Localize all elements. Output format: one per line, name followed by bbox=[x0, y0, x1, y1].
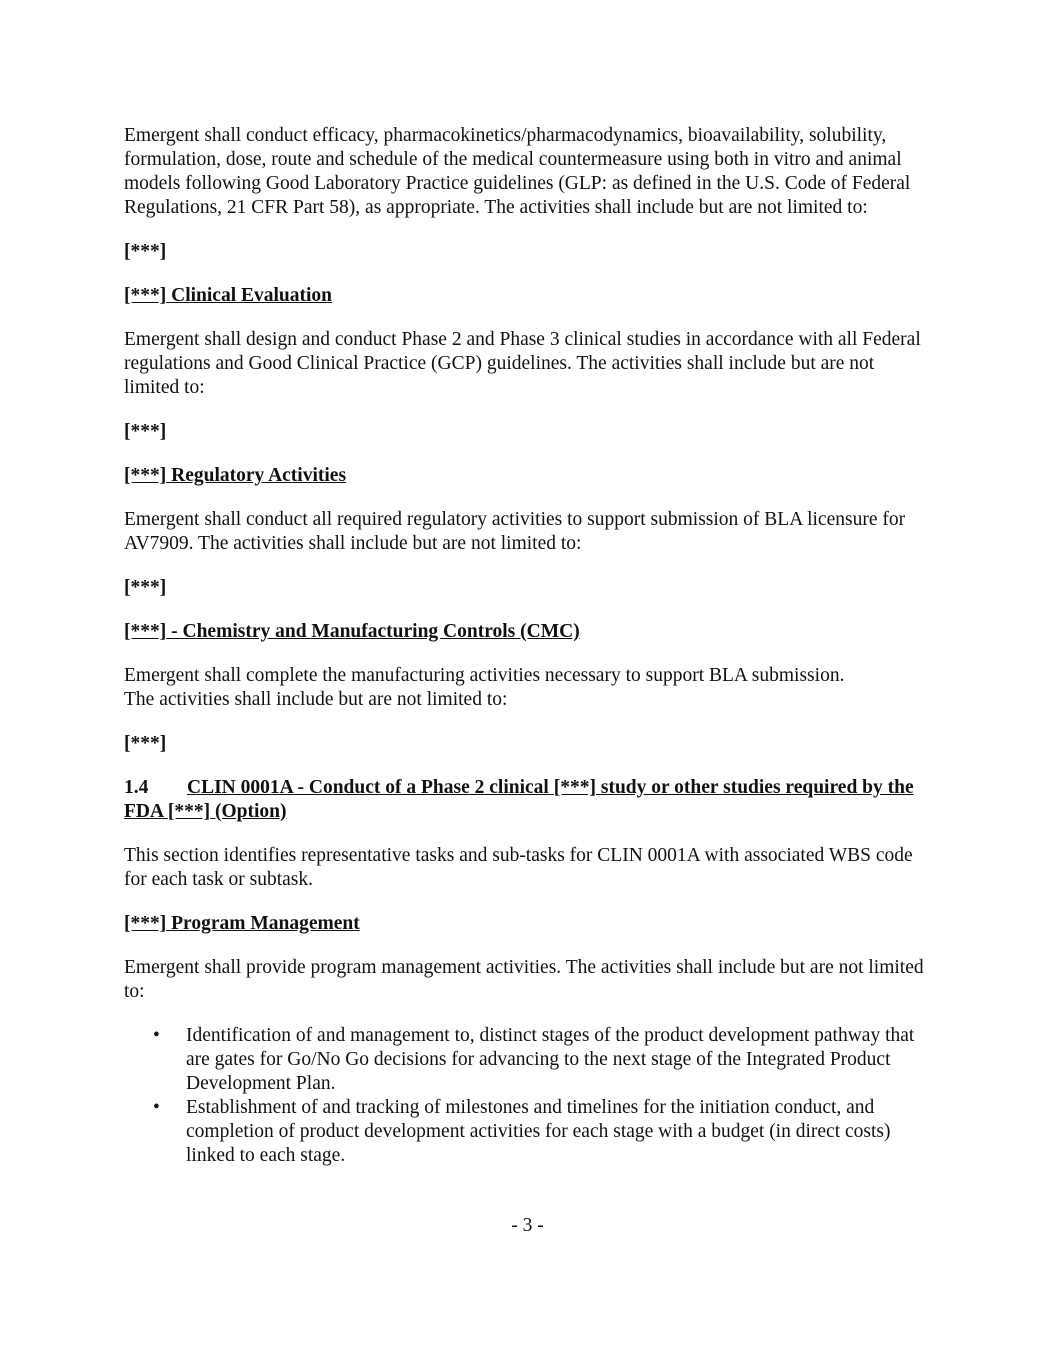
redaction-mark: [***] bbox=[167, 801, 211, 822]
clin-heading bbox=[124, 776, 934, 824]
redaction-mark: [***] bbox=[553, 777, 596, 798]
clin-body: This section identifies representative tasks and sub-tasks for CLIN 0001A with associated WBS code for each task or subtask. bbox=[124, 845, 913, 890]
heading-title: Clinical Evaluation bbox=[166, 285, 333, 306]
clin-title-part3: (Option) bbox=[210, 801, 287, 822]
redaction-mark: [***] bbox=[124, 465, 167, 486]
bullet-icon: • bbox=[153, 1097, 160, 1118]
regulatory-activities-heading bbox=[124, 464, 934, 488]
cmc-body-line2: The activities shall include but are not limited to: bbox=[124, 689, 508, 710]
heading-title: Regulatory Activities bbox=[166, 465, 347, 486]
cmc-body-line1: Emergent shall complete the manufacturing activities necessary to support BLA submission. bbox=[124, 665, 845, 686]
redaction-block: [***] bbox=[124, 421, 167, 442]
list-item bbox=[124, 1024, 934, 1096]
program-management-list bbox=[124, 1024, 934, 1168]
list-item-text: Establishment of and tracking of milestones and timelines for the initiation conduct, and completion of product development activities for each stage with a budget (in direct costs) linked to each stage. bbox=[186, 1097, 891, 1166]
list-item-text: Identification of and management to, distinct stages of the product development pathway that are gates for Go/No Go decisions for advancing to the next stage of the Integrated Product Development Plan. bbox=[186, 1025, 915, 1094]
document-page bbox=[124, 124, 934, 1168]
clin-title-part1: CLIN 0001A - Conduct of a Phase 2 clinical bbox=[187, 777, 554, 798]
intro-paragraph: Emergent shall conduct efficacy, pharmacokinetics/pharmacodynamics, bioavailability, solubility, formulation, dose, route and schedule of the medical countermeasure using both in vitro and animal models following Good Laboratory Practice guidelines (GLP: as defined in the U.S. Code of Federal Regulations, 21 CFR Part 58), as appropriate. The activities shall include but are not limited to: bbox=[124, 125, 911, 218]
clin-title-part2: study or other studies required by the FDA bbox=[124, 777, 914, 822]
program-management-heading bbox=[124, 912, 934, 936]
redaction-block: [***] bbox=[124, 577, 167, 598]
redaction-block: [***] bbox=[124, 241, 167, 262]
heading-title: Program Management bbox=[166, 913, 360, 934]
clinical-evaluation-body: Emergent shall design and conduct Phase 2 and Phase 3 clinical studies in accordance with all Federal regulations and Good Clinical Practice (GCP) guidelines. The activities shall include but are not limited to: bbox=[124, 329, 921, 398]
clinical-evaluation-heading bbox=[124, 284, 934, 308]
page-number: - 3 - bbox=[511, 1215, 544, 1236]
redaction-block: [***] bbox=[124, 733, 167, 754]
redaction-mark: [***] bbox=[124, 285, 167, 306]
clin-number: 1.4 bbox=[124, 777, 149, 798]
redaction-mark: [***] bbox=[124, 621, 167, 642]
cmc-heading bbox=[124, 620, 934, 644]
clin-number-wrap bbox=[124, 777, 187, 798]
regulatory-activities-body: Emergent shall conduct all required regulatory activities to support submission of BLA licensure for AV7909. The activities shall include but are not limited to: bbox=[124, 509, 906, 554]
redaction-mark: [***] bbox=[124, 913, 167, 934]
list-item bbox=[124, 1096, 934, 1168]
heading-title: - Chemistry and Manufacturing Controls (CMC) bbox=[166, 621, 580, 642]
cmc-body bbox=[124, 664, 934, 712]
bullet-icon: • bbox=[153, 1025, 160, 1046]
program-management-body: Emergent shall provide program management activities. The activities shall include but are not limited to: bbox=[124, 957, 924, 1002]
